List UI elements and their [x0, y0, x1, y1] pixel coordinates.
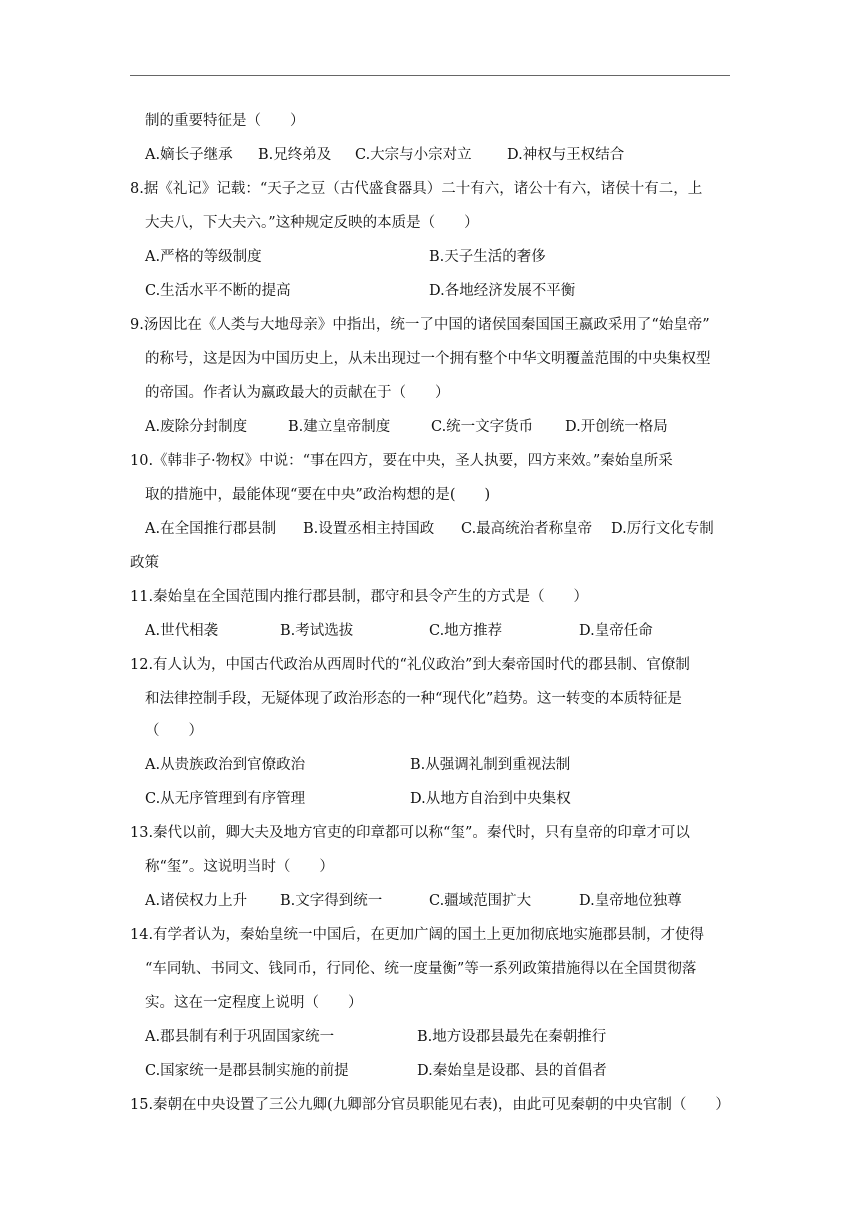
- q12-stem-line1: 12.有人认为，中国古代政治从西周时代的“礼仪政治”到大秦帝国时代的郡县制、官僚制: [130, 657, 690, 673]
- q11-option-d: D.皇帝任命: [579, 623, 653, 639]
- q13-option-d: D.皇帝地位独尊: [579, 893, 682, 909]
- q13-stem-line2: 称“玺”。这说明当时（ ）: [145, 859, 334, 875]
- q9-stem-line1: 9.汤因比在《人类与大地母亲》中指出，统一了中国的诸侯国秦国国王嬴政采用了“始皇帝”: [130, 317, 710, 333]
- q9-option-b: B.建立皇帝制度: [288, 419, 391, 435]
- q14-stem-line2: “车同轨、书同文、钱同币，行同伦、统一度量衡”等一系列政策措施得以在全国贯彻落: [145, 961, 697, 977]
- q8-option-d: D.各地经济发展不平衡: [429, 283, 576, 299]
- q11-option-a: A.世代相袭: [145, 623, 219, 639]
- q13-option-a: A.诸侯权力上升: [145, 893, 248, 909]
- q9-option-c: C.统一文字货币: [431, 419, 534, 435]
- q13-stem-line1: 13.秦代以前，卿大夫及地方官吏的印章都可以称“玺”。秦代时，只有皇帝的印章才可以: [130, 825, 690, 841]
- q14-option-d: D.秦始皇是设郡、县的首倡者: [417, 1063, 607, 1079]
- q8-stem-line1: 8.据《礼记》记载：“天子之豆（古代盛食器具）二十有六，诸公十有六，诸侯十有二，上: [130, 181, 703, 197]
- q12-option-c: C.从无序管理到有序管理: [145, 791, 306, 807]
- q7-option-d: D.神权与王权结合: [507, 147, 625, 163]
- q14-option-b: B.地方设郡县最先在秦朝推行: [417, 1029, 607, 1045]
- q14-option-c: C.国家统一是郡县制实施的前提: [145, 1063, 349, 1079]
- q8-option-a: A.严格的等级制度: [145, 249, 262, 265]
- q13-option-c: C.疆域范围扩大: [429, 893, 532, 909]
- q13-option-b: B.文字得到统一: [280, 893, 383, 909]
- q9-stem-line2: 的称号，这是因为中国历史上，从未出现过一个拥有整个中华文明覆盖范围的中央集权型: [145, 351, 711, 367]
- q10-stem-line1: 10.《韩非子·物权》中说：“事在四方，要在中央，圣人执要，四方来效。”秦始皇所采: [130, 453, 673, 469]
- q8-option-b: B.天子生活的奢侈: [429, 249, 546, 265]
- q10-stem-line2: 取的措施中，最能体现“要在中央”政治构想的是( ): [145, 487, 491, 503]
- q12-option-b: B.从强调礼制到重视法制: [410, 757, 571, 773]
- q11-option-b: B.考试选拔: [280, 623, 354, 639]
- q14-stem-line1: 14.有学者认为，秦始皇统一中国后，在更加广阔的国土上更加彻底地实施郡县制，才使得: [130, 927, 705, 943]
- q11-option-c: C.地方推荐: [429, 623, 503, 639]
- q12-stem-line2: 和法律控制手段，无疑体现了政治形态的一种“现代化”趋势。这一转变的本质特征是: [145, 691, 682, 707]
- q9-option-d: D.开创统一格局: [565, 419, 668, 435]
- q9-stem-line3: 的帝国。作者认为嬴政最大的贡献在于（ ）: [145, 385, 450, 401]
- q10-option-c: C.最高统治者称皇帝: [461, 521, 593, 537]
- q7-option-c: C.大宗与小宗对立: [355, 147, 472, 163]
- q11-stem-line1: 11.秦始皇在全国范围内推行郡县制，郡守和县令产生的方式是（ ）: [130, 589, 589, 605]
- q7-stem-continued: 制的重要特征是（ ）: [145, 113, 305, 129]
- q7-option-a: A.嫡长子继承: [145, 147, 233, 163]
- q10-option-d-wrap: 政策: [130, 555, 159, 571]
- q12-stem-line3: （ ）: [145, 723, 203, 739]
- q10-option-d: D.厉行文化专制: [611, 521, 714, 537]
- header-rule: [130, 75, 730, 76]
- q10-option-a: A.在全国推行郡县制: [145, 521, 277, 537]
- q10-option-b: B.设置丞相主持国政: [303, 521, 435, 537]
- q14-stem-line3: 实。这在一定程度上说明（ ）: [145, 995, 363, 1011]
- q12-option-d: D.从地方自治到中央集权: [410, 791, 571, 807]
- q8-stem-line2: 大夫八，下大夫六。”这种规定反映的本质是（ ）: [145, 215, 479, 231]
- q8-option-c: C.生活水平不断的提高: [145, 283, 291, 299]
- q14-option-a: A.郡县制有利于巩固国家统一: [145, 1029, 335, 1045]
- q7-option-b: B.兄终弟及: [258, 147, 332, 163]
- q15-stem-line1: 15.秦朝在中央设置了三公九卿(九卿部分官员职能见右表)，由此可见秦朝的中央官制（ ）: [130, 1097, 730, 1113]
- q9-option-a: A.废除分封制度: [145, 419, 248, 435]
- q12-option-a: A.从贵族政治到官僚政治: [145, 757, 306, 773]
